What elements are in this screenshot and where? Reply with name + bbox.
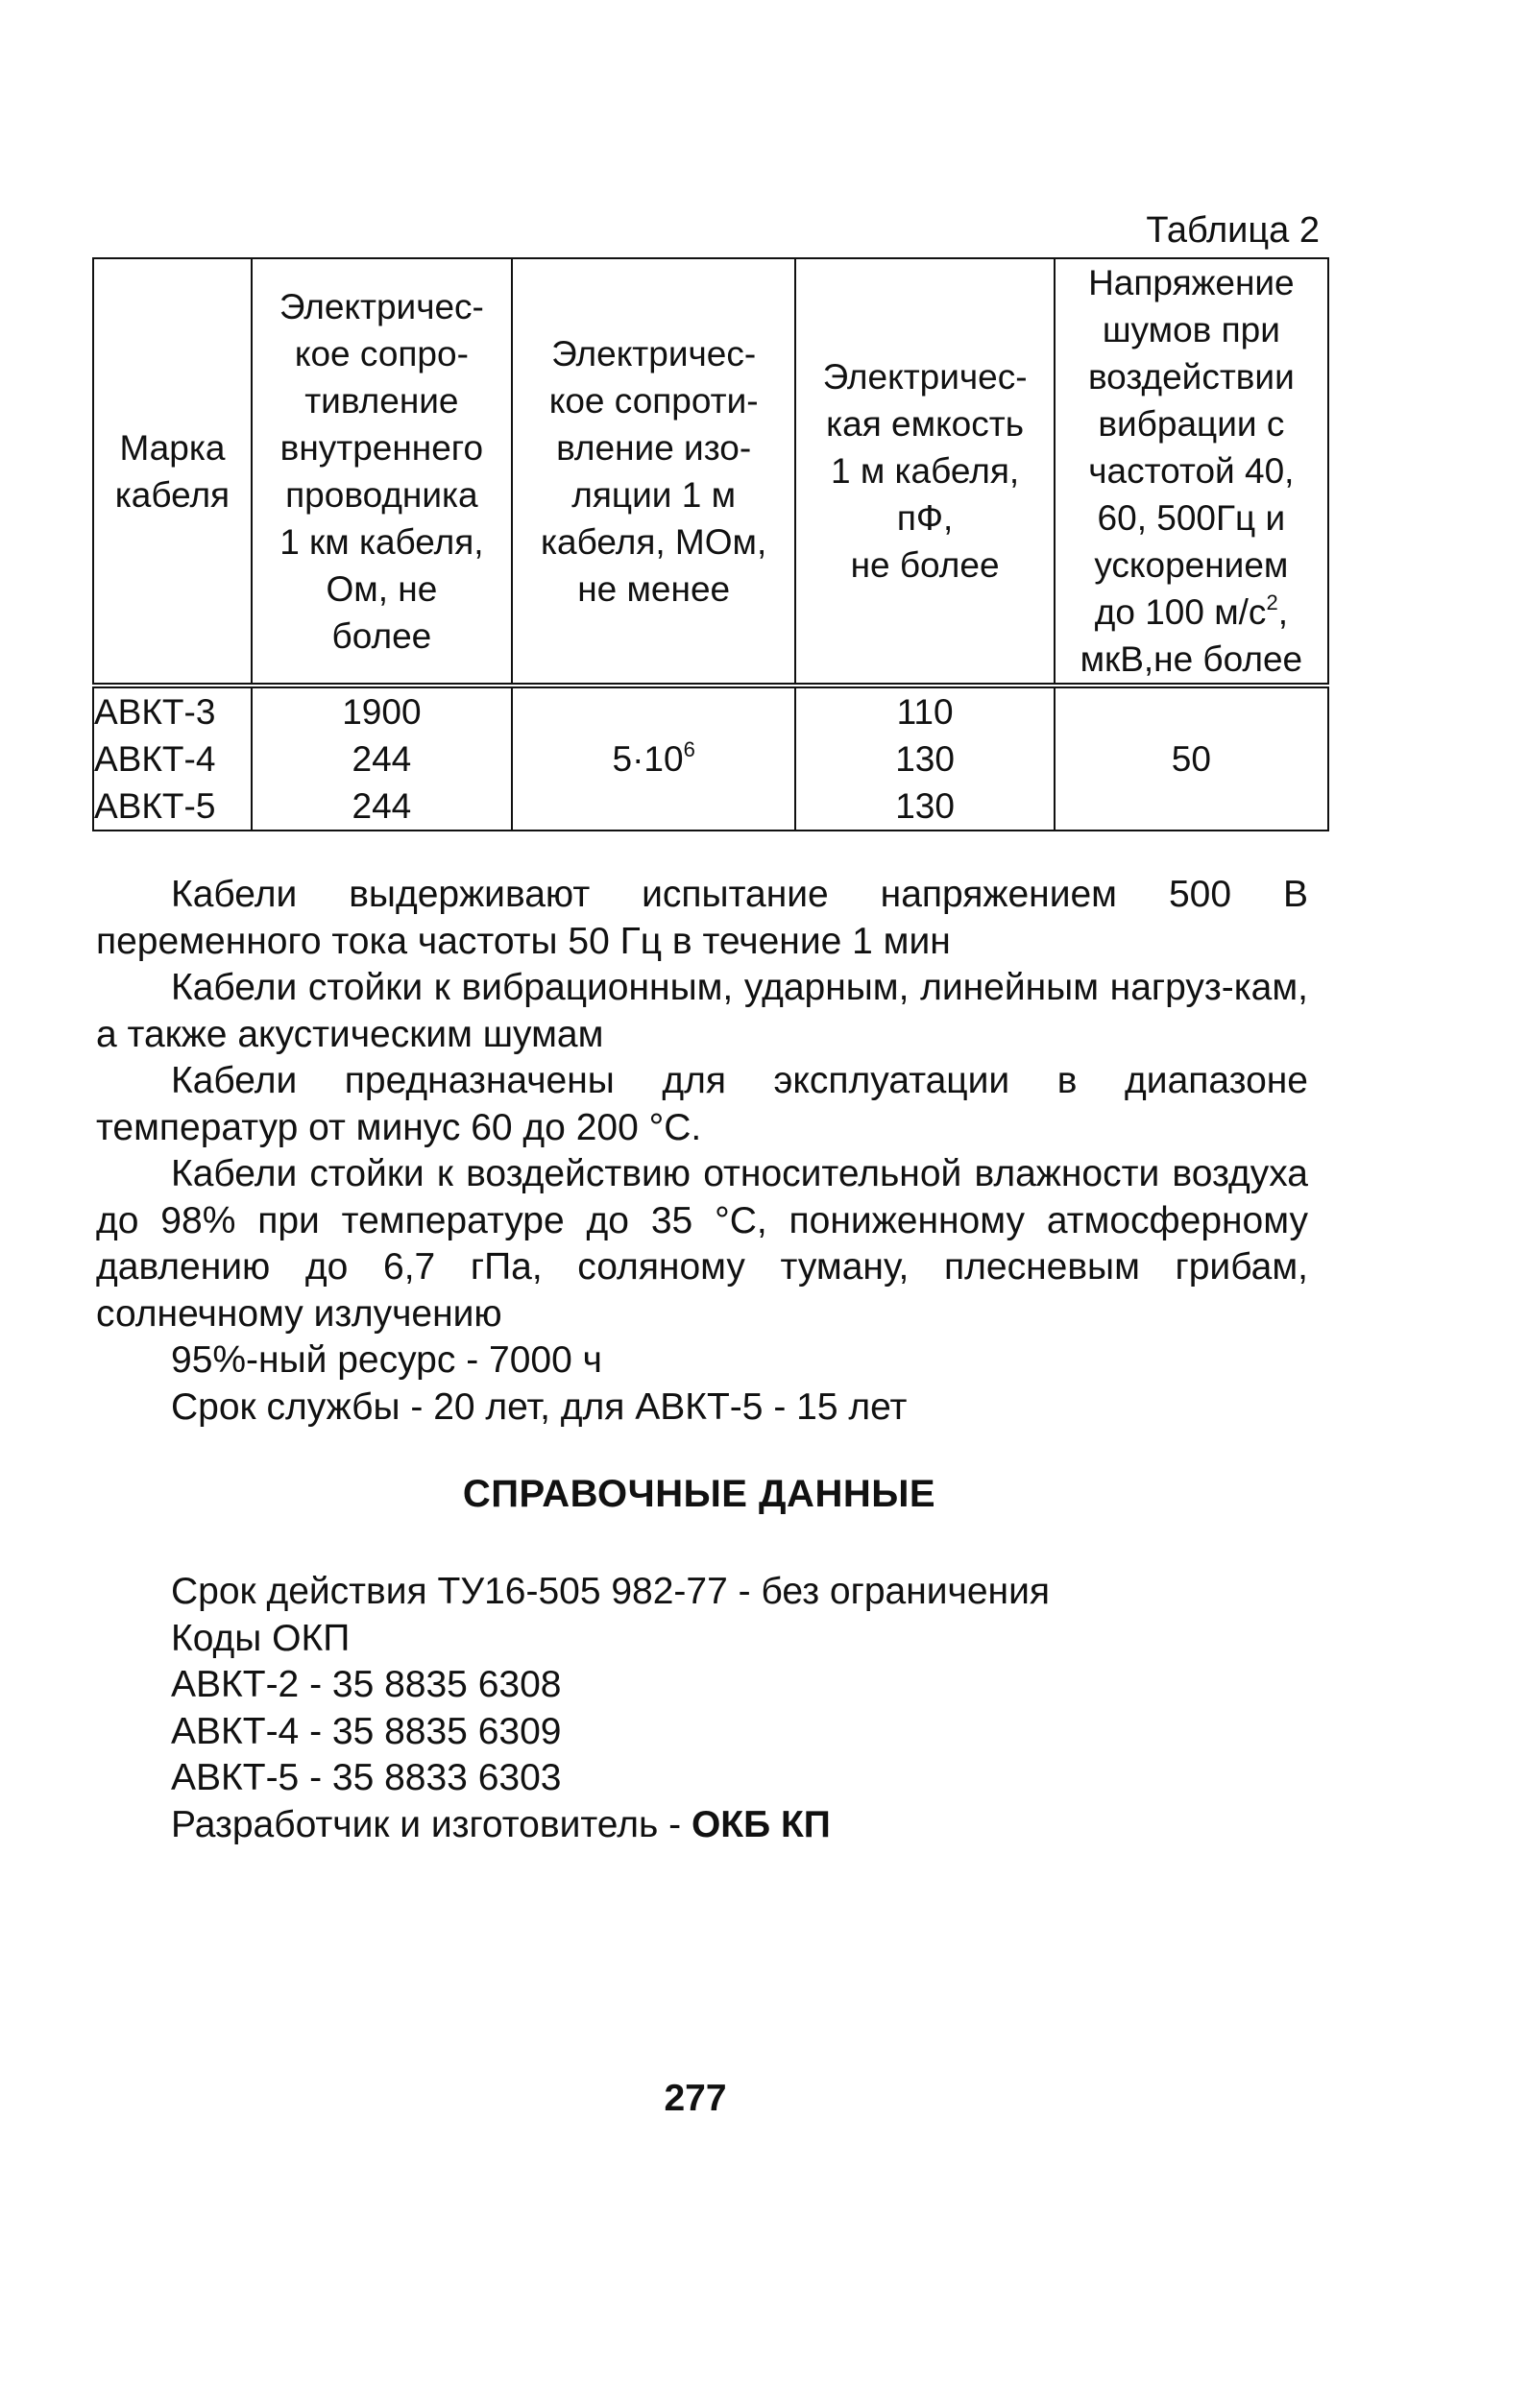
capacitance-cell [795,686,1054,831]
resistance-avkt3: 1900 [342,692,422,732]
validity-line: Срок действия ТУ16-505 982-77 - без ограничения [171,1571,1050,1612]
header-insulation-resistance-text: Электричес- кое сопроти- вление изо- ляции 1 м кабеля, МОм, не менее [541,333,767,609]
capacitance-avkt4: 130 [895,739,955,779]
developer-label: Разработчик и изготовитель - [171,1803,692,1845]
brand-avkt3: АВКТ-3 [94,692,216,732]
header-noise-voltage [1055,258,1328,686]
header-brand-text: Марка кабеля [114,427,231,515]
table-caption: Таблица 2 [1146,210,1320,251]
body-text [96,872,1308,1431]
insulation-cell [512,686,796,831]
paragraph-voltage-test: Кабели выдерживают испытание напряжением 500 В переменного тока частоты 50 Гц в течение 1 мин [96,874,1308,962]
resistance-avkt4: 244 [352,739,412,779]
resistance-cell [252,686,512,831]
paragraph-service-life: Срок службы - 20 лет, для АВКТ-5 - 15 лет [171,1385,908,1428]
header-brand [93,258,252,686]
cable-spec-table [92,257,1329,831]
okp-code-avkt4: АВКТ-4 - 35 8835 6309 [171,1710,562,1752]
developer-name: ОКБ КП [691,1803,831,1845]
capacitance-avkt5: 130 [895,786,955,826]
insulation-value: 5·10 [612,739,684,779]
paragraph-temperature: Кабели предназначены для эксплуатации в диапазоне температур от минус 60 до 200 °С. [96,1060,1308,1148]
okp-code-avkt5: АВКТ-5 - 35 8833 6303 [171,1757,562,1798]
okp-title: Коды ОКП [171,1617,351,1659]
header-conductor-resistance-text: Электричес- кое сопро- тивление внутреннего проводника 1 км кабеля, Ом, не более [279,286,484,656]
capacitance-avkt3: 110 [896,692,954,732]
okp-code-avkt2: АВКТ-2 - 35 8835 6308 [171,1664,562,1705]
table-row [93,686,1328,831]
header-conductor-resistance [252,258,512,686]
paragraph-vibration: Кабели стойки к вибрационным, ударным, линейным нагруз-кам, а также акустическим шумам [96,967,1308,1055]
insulation-exponent: 6 [683,736,695,761]
page-number: 277 [664,2078,727,2119]
header-noise-voltage-unit: мкВ,не более [1080,639,1303,679]
header-capacitance [795,258,1054,686]
table-header-row [93,258,1328,686]
header-noise-voltage-comma: , [1277,592,1288,632]
developer-line [171,1802,1050,1849]
brand-avkt4: АВКТ-4 [94,739,216,779]
paragraph-resource: 95%-ный ресурс - 7000 ч [171,1339,602,1381]
header-capacitance-text: Электричес- кая емкость 1 м кабеля, пФ, не более [822,357,1028,585]
header-noise-voltage-text: Напряжение шумов при воздействии вибрации с частотой 40, 60, 500Гц и ускорением до 100 м/с [1087,263,1295,632]
header-insulation-resistance [512,258,796,686]
brand-avkt5: АВКТ-5 [94,786,216,826]
header-noise-voltage-sup: 2 [1266,590,1278,614]
section-heading: СПРАВОЧНЫЕ ДАННЫЕ [462,1473,936,1515]
reference-list [171,1569,1050,1848]
brand-cell [93,686,252,831]
paragraph-humidity: Кабели стойки к воздействию относительной влажности воздуха до 98% при температуре до 35 °С, пониженному атмосферному давлению до 6,7 гПа, соляному туману, плесневым грибам, солнечному излучению [96,1153,1308,1335]
resistance-avkt5: 244 [352,786,412,826]
noise-voltage-cell: 50 [1055,686,1328,831]
